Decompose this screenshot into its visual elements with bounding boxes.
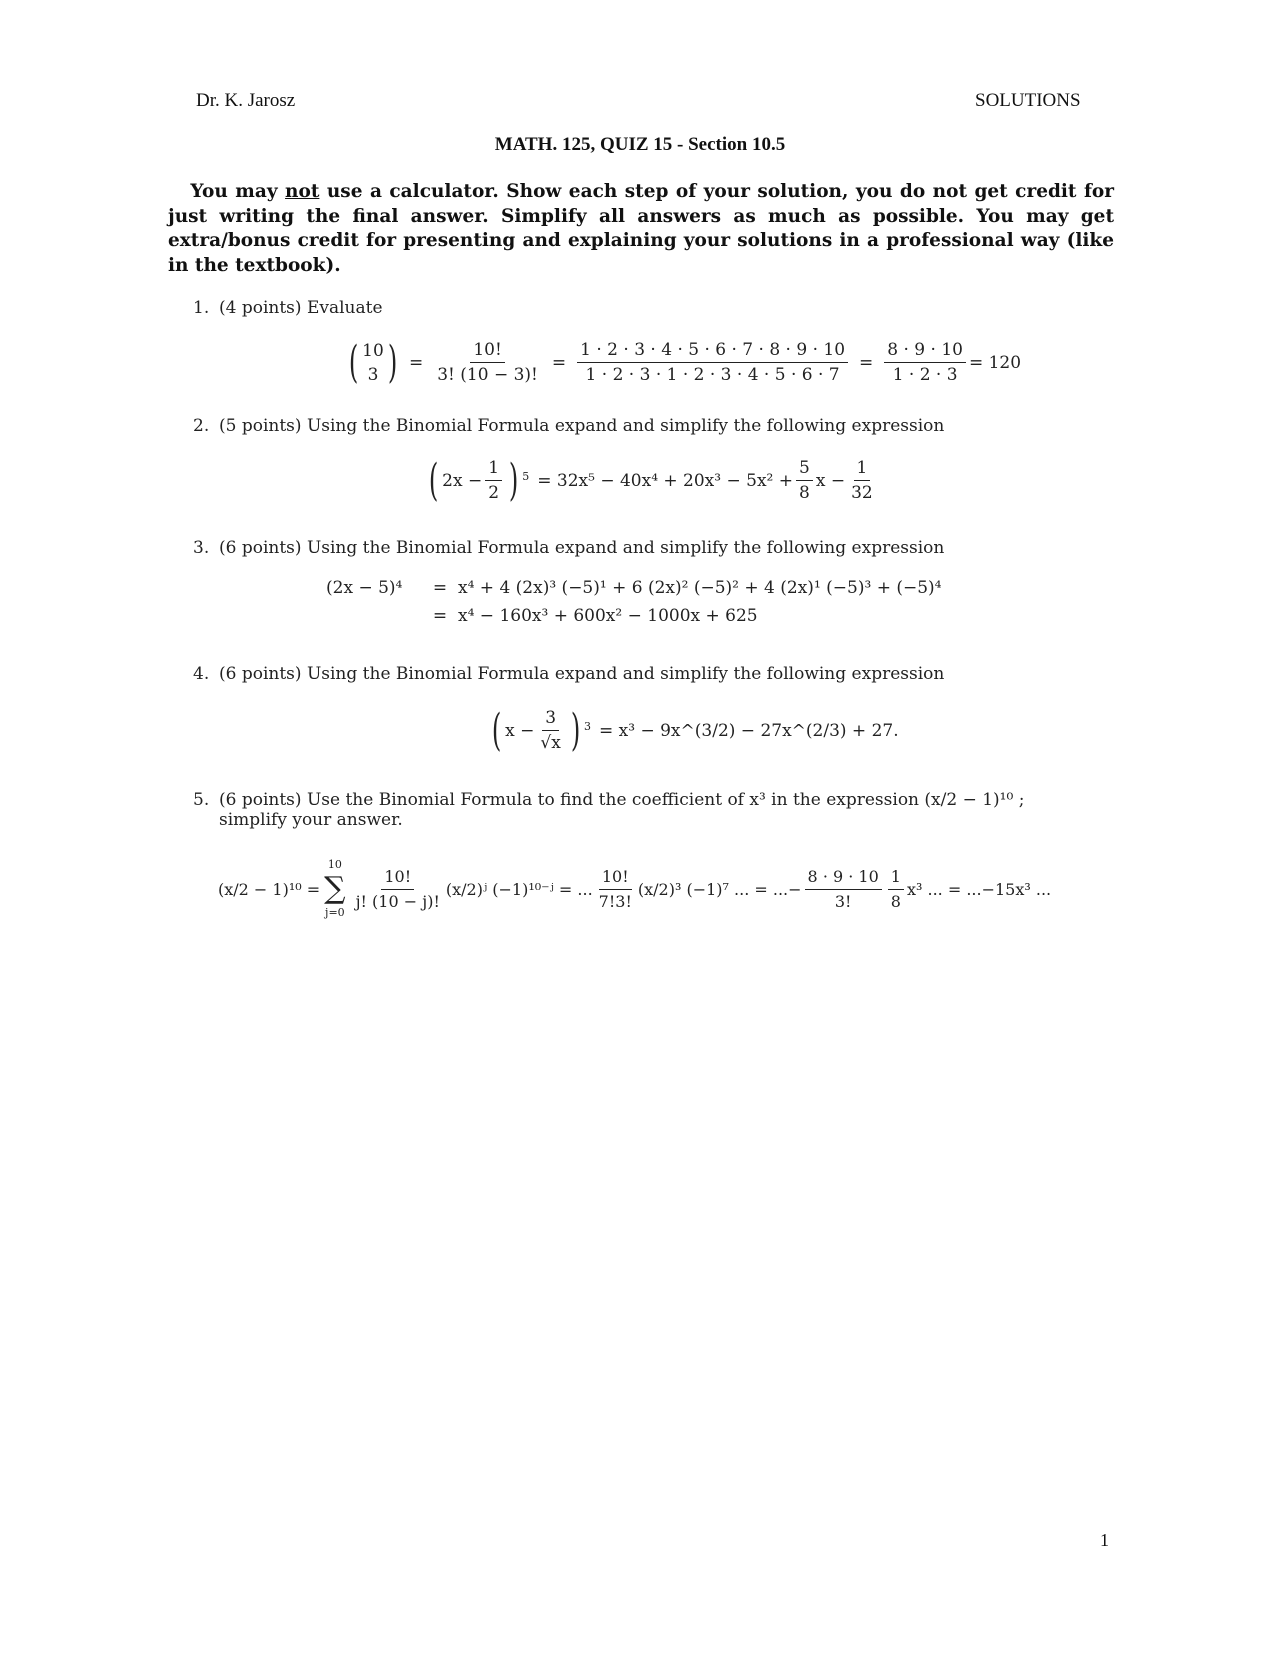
equals: = [432, 578, 448, 598]
rhs-line-1: x⁴ + 4 (2x)³ (−5)¹ + 6 (2x)² (−5)² + 4 (2x)¹ (−5)³ + (−5)⁴ [458, 578, 942, 598]
problem-4-solution: ( x − $\frac{3}{√x}$ ) $^3$ = x³ − 9x^(3/2) − 27x^(2/3) + 27. [491, 704, 899, 756]
problem-4 [193, 664, 944, 684]
problem-1 [193, 298, 383, 318]
fraction-denominator: 2 [488, 483, 500, 503]
fraction-numerator: 1 [854, 456, 871, 481]
page-number: 1 [1100, 1530, 1109, 1550]
instr-not: not [285, 181, 320, 202]
problem-3-solution [326, 574, 986, 630]
sum-icon: ∑ [324, 871, 346, 906]
fraction-numerator: 1 · 2 · 3 · 4 · 5 · 6 · 7 · 8 · 9 · 10 [577, 338, 848, 363]
problem-number: 1. [193, 298, 210, 318]
problem-text: (5 points) Using the Binomial Formula expand and simplify the following expression [219, 416, 945, 436]
problem-1-solution: ( 10 3 ) = $\frac{10!}{3! (10 - 3)!}$ = $\frac{1 \cdot 2 \cdot 3 \cdot 4 \cdot 5 \cdot 6 \cdot 7 \cdot 8 \cdot 9 \cdot 10}{1 \cdot 2 \cdot 3 \cdot 1 \cdot 2 \cdot 3 \cdot 4 \cdot 5 \cdot 6 \cdot 7}$ = $\frac{8 \cdot 9 \cdot 10}{1 \cdot 2 \cdot 3}$ = 120 [348, 336, 1022, 388]
fraction-denominator: 8 [890, 891, 901, 911]
fraction-numerator: 8 · 9 · 10 [884, 338, 966, 363]
fraction-denominator: 1 · 2 · 3 · 1 · 2 · 3 · 4 · 5 · 6 · 7 [585, 365, 840, 385]
fraction-denominator: 8 [799, 483, 810, 503]
sum-lower-limit: j=0 [325, 906, 345, 919]
exponent: 3 [584, 720, 592, 733]
fraction-denominator: 3! [834, 891, 852, 911]
rhs: = 32x⁵ − 40x⁴ + 20x³ − 5x² + [537, 470, 794, 491]
exponent: 5 [522, 470, 530, 483]
fraction-numerator: 8 · 9 · 10 [805, 865, 882, 890]
binom-bottom: 3 [367, 364, 379, 385]
fraction-numerator: 1 [888, 865, 904, 890]
problem-text: (6 points) Using the Binomial Formula expand and simplify the following expression [219, 538, 945, 558]
equals: = [432, 606, 448, 626]
fraction-numerator: 5 [796, 456, 813, 481]
result: = 120 [968, 352, 1022, 373]
rhs-line-2: x⁴ − 160x³ + 600x² − 1000x + 625 [458, 606, 758, 626]
problem-5-solution [218, 856, 1051, 922]
fraction-numerator: 3 [542, 706, 559, 731]
fraction-denominator: √x [540, 733, 561, 753]
problem-number: 5. [193, 790, 210, 810]
page-title: MATH. 125, QUIZ 15 - Section 10.5 [494, 134, 786, 155]
tail: x³ ... = ...−15x³ ... [906, 879, 1052, 899]
rhs: = x³ − 9x^(3/2) − 27x^(2/3) + 27. [599, 720, 899, 741]
problem-5 [193, 790, 1093, 830]
fraction-denominator: j! (10 − j)! [355, 891, 440, 911]
fraction-numerator: 10! [599, 865, 632, 890]
fraction-denominator: 3! (10 − 3)! [437, 365, 538, 385]
problem-text: (6 points) Using the Binomial Formula expand and simplify the following expression [219, 664, 945, 684]
problem-number: 2. [193, 416, 210, 436]
term-2: (x/2)³ (−1)⁷ ... = ...− [637, 879, 802, 899]
fraction-numerator: 1 [485, 456, 502, 481]
author: Dr. K. Jarosz [196, 90, 296, 111]
instr-part1: You may [190, 181, 286, 202]
fraction-numerator: 10! [381, 865, 414, 890]
problem-2-solution: ( 2x − $\frac{1}{2}$ ) $^5$ = 32x⁵ − 40x⁴ + 20x³ − 5x² + $\frac{5}{8}$ x − $\frac{1}{32}$ [425, 456, 879, 505]
problem-number: 4. [193, 664, 210, 684]
problem-2 [193, 416, 944, 436]
header-label: SOLUTIONS [975, 90, 1081, 111]
lhs: x − [505, 720, 535, 741]
problem-text: (6 points) Use the Binomial Formula to find the coefficient of x³ in the expression (x/2 − 1)¹⁰ ; [219, 790, 1025, 810]
lhs: (x/2 − 1)¹⁰ = [218, 879, 321, 899]
fraction-denominator: 32 [851, 483, 873, 503]
problem-number: 3. [193, 538, 210, 558]
binom-top: 10 [362, 340, 384, 361]
instructions [168, 180, 1114, 278]
lhs: (2x − 5)⁴ [326, 578, 403, 598]
instr-part2: use a calculator. Show each step of your solution, you do not get credit for just writing the final answer. Simplify all answers as much as possible. You may get extra/bonus credit for presenting and explaining your solutions in a professional way (like in the textbook). [168, 181, 1114, 276]
fraction-denominator: 1 · 2 · 3 [892, 365, 958, 385]
fraction-numerator: 10! [470, 338, 504, 363]
rhs-continued: x − [815, 470, 846, 491]
problem-text: (4 points) Evaluate [219, 298, 383, 318]
problem-text-continued: simplify your answer. [219, 810, 403, 830]
sum-upper-limit: 10 [327, 858, 342, 871]
problem-3 [193, 538, 944, 558]
fraction-denominator: 7!3! [598, 891, 632, 911]
term: (x/2)ʲ (−1)¹⁰⁻ʲ = ... [445, 879, 593, 899]
lhs: 2x − [442, 470, 483, 491]
